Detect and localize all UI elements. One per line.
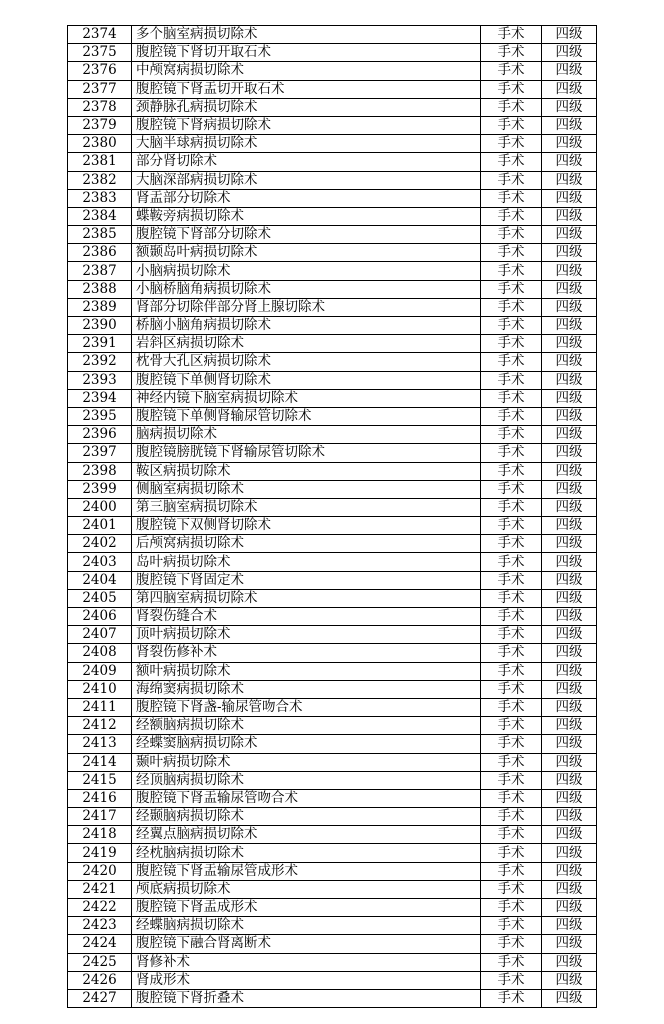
row-number-cell: 2402	[68, 535, 132, 553]
procedure-name-cell: 腹腔镜下肾部分切除术	[132, 226, 481, 244]
grade-level-cell: 四级	[542, 662, 597, 680]
grade-level-cell: 四级	[542, 535, 597, 553]
table-row	[68, 389, 597, 407]
procedure-name-cell: 蝶鞍旁病损切除术	[132, 207, 481, 225]
category-cell: 手术	[481, 298, 542, 316]
procedure-name-cell: 腹腔镜下肾折叠术	[132, 989, 481, 1007]
table-row	[68, 608, 597, 626]
table-row	[68, 26, 597, 44]
procedure-name-cell: 肾部分切除伴部分肾上腺切除术	[132, 298, 481, 316]
grade-level-cell: 四级	[542, 808, 597, 826]
category-cell: 手术	[481, 407, 542, 425]
table-row	[68, 971, 597, 989]
grade-level-cell: 四级	[542, 444, 597, 462]
grade-level-cell: 四级	[542, 80, 597, 98]
table-row	[68, 899, 597, 917]
category-cell: 手术	[481, 135, 542, 153]
grade-level-cell: 四级	[542, 280, 597, 298]
grade-level-cell: 四级	[542, 407, 597, 425]
row-number-cell: 2424	[68, 935, 132, 953]
row-number-cell: 2401	[68, 517, 132, 535]
row-number-cell: 2413	[68, 735, 132, 753]
row-number-cell: 2390	[68, 317, 132, 335]
row-number-cell: 2388	[68, 280, 132, 298]
grade-level-cell: 四级	[542, 98, 597, 116]
procedure-name-cell: 颅底病损切除术	[132, 880, 481, 898]
category-cell: 手术	[481, 535, 542, 553]
table-row	[68, 317, 597, 335]
grade-level-cell: 四级	[542, 244, 597, 262]
procedure-name-cell: 侧脑室病损切除术	[132, 480, 481, 498]
grade-level-cell: 四级	[542, 262, 597, 280]
category-cell: 手术	[481, 899, 542, 917]
grade-level-cell: 四级	[542, 971, 597, 989]
table-row	[68, 935, 597, 953]
procedure-name-cell: 大脑深部病损切除术	[132, 171, 481, 189]
procedure-name-cell: 神经内镜下脑室病损切除术	[132, 389, 481, 407]
grade-level-cell: 四级	[542, 899, 597, 917]
category-cell: 手术	[481, 335, 542, 353]
grade-level-cell: 四级	[542, 371, 597, 389]
procedure-name-cell: 腹腔镜下单侧肾切除术	[132, 371, 481, 389]
category-cell: 手术	[481, 498, 542, 516]
row-number-cell: 2417	[68, 808, 132, 826]
row-number-cell: 2392	[68, 353, 132, 371]
grade-level-cell: 四级	[542, 335, 597, 353]
procedure-name-cell: 颞叶病损切除术	[132, 753, 481, 771]
category-cell: 手术	[481, 389, 542, 407]
procedure-name-cell: 腹腔镜下肾盂切开取石术	[132, 80, 481, 98]
procedure-name-cell: 经枕脑病损切除术	[132, 844, 481, 862]
row-number-cell: 2410	[68, 680, 132, 698]
row-number-cell: 2393	[68, 371, 132, 389]
row-number-cell: 2382	[68, 171, 132, 189]
category-cell: 手术	[481, 953, 542, 971]
grade-level-cell: 四级	[542, 498, 597, 516]
category-cell: 手术	[481, 753, 542, 771]
table-row	[68, 98, 597, 116]
row-number-cell: 2427	[68, 989, 132, 1007]
grade-level-cell: 四级	[542, 317, 597, 335]
procedure-name-cell: 岛叶病损切除术	[132, 553, 481, 571]
row-number-cell: 2425	[68, 953, 132, 971]
grade-level-cell: 四级	[542, 717, 597, 735]
procedure-name-cell: 第三脑室病损切除术	[132, 498, 481, 516]
table-row	[68, 789, 597, 807]
row-number-cell: 2387	[68, 262, 132, 280]
category-cell: 手术	[481, 207, 542, 225]
procedure-name-cell: 经顶脑病损切除术	[132, 771, 481, 789]
table-row	[68, 717, 597, 735]
grade-level-cell: 四级	[542, 844, 597, 862]
row-number-cell: 2395	[68, 407, 132, 425]
procedure-name-cell: 肾裂伤修补术	[132, 644, 481, 662]
procedure-name-cell: 肾成形术	[132, 971, 481, 989]
table-row	[68, 662, 597, 680]
row-number-cell: 2408	[68, 644, 132, 662]
category-cell: 手术	[481, 626, 542, 644]
table-row	[68, 626, 597, 644]
category-cell: 手术	[481, 862, 542, 880]
row-number-cell: 2416	[68, 789, 132, 807]
row-number-cell: 2405	[68, 589, 132, 607]
table-row	[68, 462, 597, 480]
grade-level-cell: 四级	[542, 753, 597, 771]
row-number-cell: 2397	[68, 444, 132, 462]
row-number-cell: 2400	[68, 498, 132, 516]
category-cell: 手术	[481, 116, 542, 134]
grade-level-cell: 四级	[542, 608, 597, 626]
procedure-name-cell: 肾裂伤缝合术	[132, 608, 481, 626]
row-number-cell: 2414	[68, 753, 132, 771]
grade-level-cell: 四级	[542, 26, 597, 44]
procedure-name-cell: 枕骨大孔区病损切除术	[132, 353, 481, 371]
table-row	[68, 207, 597, 225]
category-cell: 手术	[481, 426, 542, 444]
category-cell: 手术	[481, 717, 542, 735]
grade-level-cell: 四级	[542, 116, 597, 134]
table-row	[68, 353, 597, 371]
procedure-name-cell: 腹腔镜下肾切开取石术	[132, 44, 481, 62]
grade-level-cell: 四级	[542, 426, 597, 444]
category-cell: 手术	[481, 262, 542, 280]
procedure-name-cell: 肾修补术	[132, 953, 481, 971]
category-cell: 手术	[481, 226, 542, 244]
row-number-cell: 2418	[68, 826, 132, 844]
procedure-name-cell: 腹腔镜下肾盂输尿管吻合术	[132, 789, 481, 807]
procedure-name-cell: 岩斜区病损切除术	[132, 335, 481, 353]
category-cell: 手术	[481, 371, 542, 389]
grade-level-cell: 四级	[542, 644, 597, 662]
procedure-name-cell: 颈静脉孔病损切除术	[132, 98, 481, 116]
procedure-name-cell: 小脑病损切除术	[132, 262, 481, 280]
row-number-cell: 2412	[68, 717, 132, 735]
category-cell: 手术	[481, 735, 542, 753]
table-row	[68, 698, 597, 716]
category-cell: 手术	[481, 244, 542, 262]
row-number-cell: 2419	[68, 844, 132, 862]
row-number-cell: 2389	[68, 298, 132, 316]
table-row	[68, 189, 597, 207]
procedure-table	[67, 25, 597, 1008]
table-row	[68, 517, 597, 535]
table-row	[68, 44, 597, 62]
table-row	[68, 553, 597, 571]
procedure-name-cell: 第四脑室病损切除术	[132, 589, 481, 607]
procedure-name-cell: 小脑桥脑角病损切除术	[132, 280, 481, 298]
table-row	[68, 62, 597, 80]
row-number-cell: 2380	[68, 135, 132, 153]
procedure-name-cell: 海绵窦病损切除术	[132, 680, 481, 698]
row-number-cell: 2426	[68, 971, 132, 989]
row-number-cell: 2379	[68, 116, 132, 134]
category-cell: 手术	[481, 26, 542, 44]
procedure-table-body	[68, 26, 597, 1008]
procedure-name-cell: 腹腔镜下肾固定术	[132, 571, 481, 589]
grade-level-cell: 四级	[542, 389, 597, 407]
row-number-cell: 2374	[68, 26, 132, 44]
table-row	[68, 844, 597, 862]
table-row	[68, 407, 597, 425]
procedure-name-cell: 后颅窝病损切除术	[132, 535, 481, 553]
grade-level-cell: 四级	[542, 680, 597, 698]
category-cell: 手术	[481, 844, 542, 862]
category-cell: 手术	[481, 589, 542, 607]
table-row	[68, 335, 597, 353]
table-row	[68, 680, 597, 698]
row-number-cell: 2398	[68, 462, 132, 480]
row-number-cell: 2420	[68, 862, 132, 880]
procedure-name-cell: 腹腔镜下双侧肾切除术	[132, 517, 481, 535]
table-row	[68, 808, 597, 826]
procedure-name-cell: 经蝶脑病损切除术	[132, 917, 481, 935]
procedure-name-cell: 经额脑病损切除术	[132, 717, 481, 735]
procedure-name-cell: 腹腔镜下肾盏-输尿管吻合术	[132, 698, 481, 716]
category-cell: 手术	[481, 517, 542, 535]
grade-level-cell: 四级	[542, 826, 597, 844]
category-cell: 手术	[481, 989, 542, 1007]
category-cell: 手术	[481, 880, 542, 898]
procedure-name-cell: 多个脑室病损切除术	[132, 26, 481, 44]
table-row	[68, 917, 597, 935]
procedure-name-cell: 额颞岛叶病损切除术	[132, 244, 481, 262]
row-number-cell: 2422	[68, 899, 132, 917]
table-row	[68, 444, 597, 462]
grade-level-cell: 四级	[542, 462, 597, 480]
table-row	[68, 735, 597, 753]
table-row	[68, 535, 597, 553]
category-cell: 手术	[481, 280, 542, 298]
category-cell: 手术	[481, 353, 542, 371]
grade-level-cell: 四级	[542, 917, 597, 935]
row-number-cell: 2384	[68, 207, 132, 225]
grade-level-cell: 四级	[542, 517, 597, 535]
category-cell: 手术	[481, 189, 542, 207]
category-cell: 手术	[481, 662, 542, 680]
row-number-cell: 2409	[68, 662, 132, 680]
row-number-cell: 2376	[68, 62, 132, 80]
table-row	[68, 262, 597, 280]
row-number-cell: 2383	[68, 189, 132, 207]
category-cell: 手术	[481, 80, 542, 98]
category-cell: 手术	[481, 44, 542, 62]
category-cell: 手术	[481, 917, 542, 935]
table-row	[68, 226, 597, 244]
table-row	[68, 826, 597, 844]
category-cell: 手术	[481, 98, 542, 116]
procedure-name-cell: 部分肾切除术	[132, 153, 481, 171]
row-number-cell: 2391	[68, 335, 132, 353]
row-number-cell: 2411	[68, 698, 132, 716]
grade-level-cell: 四级	[542, 989, 597, 1007]
table-row	[68, 771, 597, 789]
grade-level-cell: 四级	[542, 880, 597, 898]
grade-level-cell: 四级	[542, 789, 597, 807]
category-cell: 手术	[481, 971, 542, 989]
grade-level-cell: 四级	[542, 571, 597, 589]
row-number-cell: 2396	[68, 426, 132, 444]
table-row	[68, 153, 597, 171]
grade-level-cell: 四级	[542, 626, 597, 644]
row-number-cell: 2423	[68, 917, 132, 935]
procedure-name-cell: 腹腔镜下融合肾离断术	[132, 935, 481, 953]
procedure-name-cell: 经翼点脑病损切除术	[132, 826, 481, 844]
table-row	[68, 244, 597, 262]
category-cell: 手术	[481, 698, 542, 716]
procedure-name-cell: 肾盂部分切除术	[132, 189, 481, 207]
category-cell: 手术	[481, 462, 542, 480]
table-row	[68, 280, 597, 298]
row-number-cell: 2378	[68, 98, 132, 116]
table-row	[68, 480, 597, 498]
table-row	[68, 80, 597, 98]
table-row	[68, 426, 597, 444]
procedure-name-cell: 经颞脑病损切除术	[132, 808, 481, 826]
category-cell: 手术	[481, 571, 542, 589]
grade-level-cell: 四级	[542, 353, 597, 371]
procedure-name-cell: 大脑半球病损切除术	[132, 135, 481, 153]
category-cell: 手术	[481, 480, 542, 498]
grade-level-cell: 四级	[542, 189, 597, 207]
table-row	[68, 880, 597, 898]
category-cell: 手术	[481, 826, 542, 844]
procedure-name-cell: 腹腔镜下肾病损切除术	[132, 116, 481, 134]
category-cell: 手术	[481, 771, 542, 789]
category-cell: 手术	[481, 644, 542, 662]
procedure-name-cell: 腹腔镜下单侧肾输尿管切除术	[132, 407, 481, 425]
grade-level-cell: 四级	[542, 589, 597, 607]
row-number-cell: 2407	[68, 626, 132, 644]
row-number-cell: 2377	[68, 80, 132, 98]
grade-level-cell: 四级	[542, 862, 597, 880]
row-number-cell: 2399	[68, 480, 132, 498]
table-row	[68, 753, 597, 771]
table-row	[68, 589, 597, 607]
category-cell: 手术	[481, 789, 542, 807]
table-row	[68, 571, 597, 589]
procedure-name-cell: 鞍区病损切除术	[132, 462, 481, 480]
table-row	[68, 989, 597, 1007]
procedure-name-cell: 腹腔镜下肾盂输尿管成形术	[132, 862, 481, 880]
grade-level-cell: 四级	[542, 553, 597, 571]
category-cell: 手术	[481, 608, 542, 626]
grade-level-cell: 四级	[542, 735, 597, 753]
table-row	[68, 498, 597, 516]
table-row	[68, 953, 597, 971]
grade-level-cell: 四级	[542, 953, 597, 971]
procedure-name-cell: 腹腔镜下肾盂成形术	[132, 899, 481, 917]
grade-level-cell: 四级	[542, 153, 597, 171]
grade-level-cell: 四级	[542, 298, 597, 316]
row-number-cell: 2421	[68, 880, 132, 898]
table-row	[68, 171, 597, 189]
procedure-name-cell: 腹腔镜膀胱镜下肾输尿管切除术	[132, 444, 481, 462]
row-number-cell: 2375	[68, 44, 132, 62]
procedure-name-cell: 经蝶窦脑病损切除术	[132, 735, 481, 753]
row-number-cell: 2404	[68, 571, 132, 589]
grade-level-cell: 四级	[542, 62, 597, 80]
row-number-cell: 2394	[68, 389, 132, 407]
procedure-name-cell: 中颅窝病损切除术	[132, 62, 481, 80]
row-number-cell: 2386	[68, 244, 132, 262]
category-cell: 手术	[481, 935, 542, 953]
table-row	[68, 862, 597, 880]
category-cell: 手术	[481, 171, 542, 189]
row-number-cell: 2381	[68, 153, 132, 171]
grade-level-cell: 四级	[542, 207, 597, 225]
grade-level-cell: 四级	[542, 44, 597, 62]
procedure-name-cell: 顶叶病损切除术	[132, 626, 481, 644]
procedure-name-cell: 桥脑小脑角病损切除术	[132, 317, 481, 335]
procedure-name-cell: 脑病损切除术	[132, 426, 481, 444]
row-number-cell: 2415	[68, 771, 132, 789]
table-row	[68, 116, 597, 134]
table-row	[68, 644, 597, 662]
row-number-cell: 2385	[68, 226, 132, 244]
grade-level-cell: 四级	[542, 480, 597, 498]
grade-level-cell: 四级	[542, 226, 597, 244]
grade-level-cell: 四级	[542, 935, 597, 953]
row-number-cell: 2403	[68, 553, 132, 571]
grade-level-cell: 四级	[542, 771, 597, 789]
procedure-name-cell: 额叶病损切除术	[132, 662, 481, 680]
row-number-cell: 2406	[68, 608, 132, 626]
category-cell: 手术	[481, 444, 542, 462]
table-row	[68, 298, 597, 316]
grade-level-cell: 四级	[542, 698, 597, 716]
category-cell: 手术	[481, 808, 542, 826]
category-cell: 手术	[481, 680, 542, 698]
category-cell: 手术	[481, 62, 542, 80]
category-cell: 手术	[481, 317, 542, 335]
grade-level-cell: 四级	[542, 135, 597, 153]
category-cell: 手术	[481, 553, 542, 571]
table-row	[68, 371, 597, 389]
table-row	[68, 135, 597, 153]
category-cell: 手术	[481, 153, 542, 171]
grade-level-cell: 四级	[542, 171, 597, 189]
